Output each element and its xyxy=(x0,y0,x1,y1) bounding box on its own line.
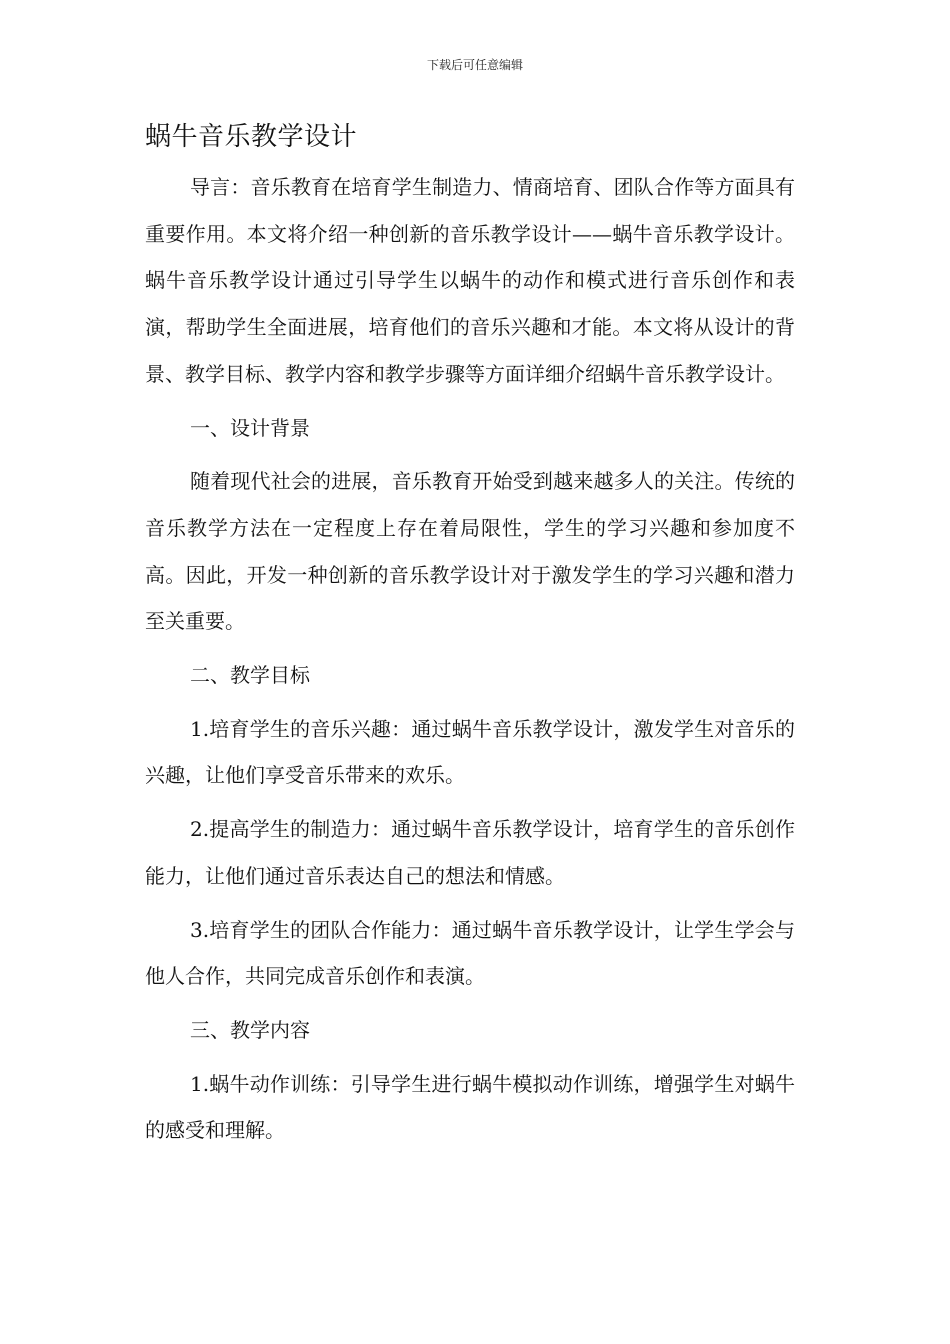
document-title: 蜗牛音乐教学设计 xyxy=(145,122,358,152)
page-header-note: 下载后可任意编辑 xyxy=(426,58,523,72)
goal-item-3: 3.培育学生的团队合作能力：通过蜗牛音乐教学设计，让学生学会与他人合作，共同完成音乐创作和表演。 xyxy=(145,917,795,989)
goal-item-2: 2.提高学生的制造力：通过蜗牛音乐教学设计，培育学生的音乐创作能力，让他们通过音乐表达自己的想法和情感。 xyxy=(145,817,795,888)
section-heading-content: 三、教学内容 xyxy=(190,1017,310,1042)
goal-item-1: 1.培育学生的音乐兴趣：通过蜗牛音乐教学设计，激发学生对音乐的兴趣，让他们享受音乐带来的欢乐。 xyxy=(145,716,795,788)
section-heading-background: 一、设计背景 xyxy=(190,415,310,440)
section-heading-goals: 二、教学目标 xyxy=(190,663,310,688)
content-item-1: 1.蜗牛动作训练：引导学生进行蜗牛模拟动作训练，增强学生对蜗牛的感受和理解。 xyxy=(145,1071,795,1143)
background-paragraph: 随着现代社会的进展，音乐教育开始受到越来越多人的关注。传统的音乐教学方法在一定程度上存在着局限性，学生的学习兴趣和参加度不高。因此，开发一种创新的音乐教学设计对于激发学生的学习兴趣和潜力至关重要。 xyxy=(145,469,795,634)
intro-paragraph: 导言：音乐教育在培育学生制造力、情商培育、团队合作等方面具有重要作用。本文将介绍一种创新的音乐教学设计——蜗牛音乐教学设计。蜗牛音乐教学设计通过引导学生以蜗牛的动作和模式进行音乐创作和表演，帮助学生全面进展，培育他们的音乐兴趣和才能。本文将从设计的背景、教学目标、教学内容和教学步骤等方面详细介绍蜗牛音乐教学设计。 xyxy=(145,175,795,386)
document-body xyxy=(145,164,795,1161)
